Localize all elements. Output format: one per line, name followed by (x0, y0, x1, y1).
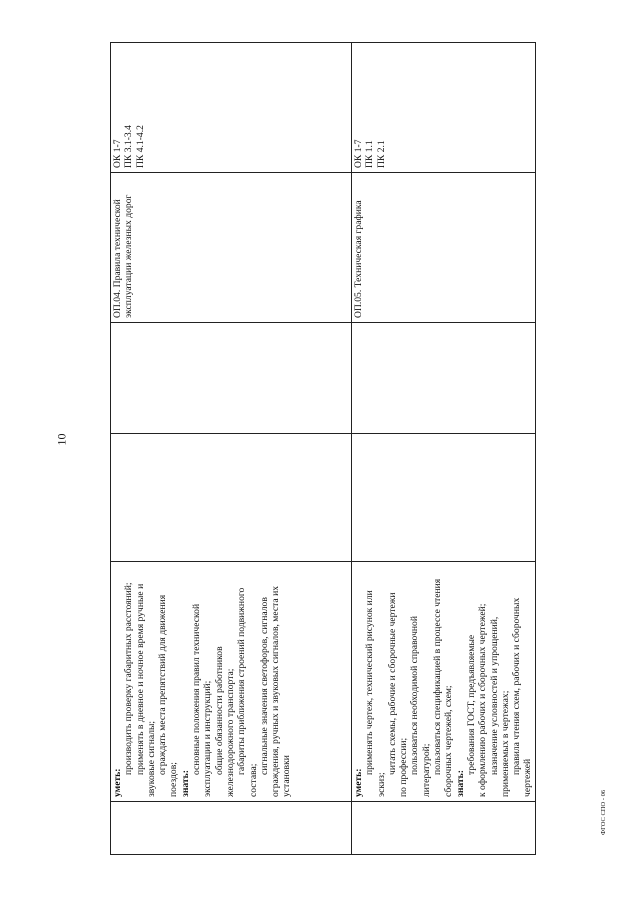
competency-code: ОК 1-7 (112, 139, 123, 168)
content-line: эскиз; (375, 772, 387, 797)
empty-cell (111, 434, 352, 562)
content-line: читать схемы, рабочие и сборочные чертежи (386, 592, 398, 775)
content-line: ограждать места препятствий для движения (157, 594, 169, 775)
footer-label: ФГОС СПО - 06 (600, 789, 607, 835)
page-number: 10 (54, 433, 69, 446)
competencies-cell (352, 43, 536, 173)
content-cell (111, 562, 352, 802)
discipline-cell: ОП.04. Правила технической эксплуатации железных дорог (111, 173, 352, 323)
section-heading: знать: (454, 770, 466, 797)
content-line: сборочных чертежей, схем; (443, 685, 455, 797)
empty-cell (111, 323, 352, 434)
content-line: применять чертеж, технический рисунок или (364, 590, 376, 775)
competency-code: ПК 2.1 (375, 140, 387, 168)
content-line: состава; (247, 763, 259, 797)
section-heading: уметь: (112, 768, 123, 797)
content-line: к оформлению рабочих и сборочных чертежей; (477, 603, 489, 797)
content-line: поездов; (168, 762, 180, 797)
empty-cell (352, 323, 536, 434)
index-cell (111, 802, 352, 855)
content-line: по профессии; (398, 737, 410, 797)
content-line: пользоваться спецификацией в процессе чтения (432, 578, 444, 775)
content-line: применяемых в чертежах; (499, 690, 511, 797)
content-cell (352, 562, 536, 802)
content-line: литературой; (420, 743, 432, 797)
content-line: сигнальные значения светофоров, сигналов (258, 597, 270, 775)
content-line: основные положения правил технической (191, 603, 203, 775)
competency-code: ОК 1-7 (353, 139, 364, 168)
section-heading: знать: (179, 770, 191, 797)
competencies-cell (111, 43, 352, 173)
content-line: ограждения, ручных и звуковых сигналов, места их (270, 585, 282, 797)
content-line: требования ГОСТ, предъявляемые (465, 634, 477, 775)
empty-cell (352, 434, 536, 562)
content-line: чертежей (522, 758, 534, 797)
content-line: звуковые сигналы; (145, 720, 157, 797)
content-line: общие обязанности работников (213, 646, 225, 775)
content-line: применять в дневное и ночное время ручные и (134, 583, 146, 775)
content-line: железнодорожного транспорта; (224, 668, 236, 797)
rotated-table-wrapper (110, 43, 534, 855)
curriculum-table (110, 42, 536, 855)
competency-code: ПК 3.1-3.4 (123, 125, 135, 168)
content-line: пользоваться необходимой справочной (409, 616, 421, 775)
discipline-cell: ОП.05. Техническая графика (352, 173, 536, 323)
content-line: габариты приближения строений подвижного (236, 587, 248, 775)
content-line: правила чтения схем, рабочих и сборочных (511, 597, 523, 775)
content-line: эксплуатации и инструкций; (202, 680, 214, 797)
content-line: назначение условностей и упрощений, (488, 616, 500, 775)
content-line: производить проверку габаритных расстояний; (123, 582, 135, 775)
table-row (352, 43, 536, 855)
index-cell (352, 802, 536, 855)
content-line: установки (281, 755, 293, 797)
table-row (111, 43, 352, 855)
competency-code: ПК 4.1-4.2 (134, 125, 146, 168)
competency-code: ПК 1.1 (364, 140, 376, 168)
section-heading: уметь: (353, 768, 364, 797)
